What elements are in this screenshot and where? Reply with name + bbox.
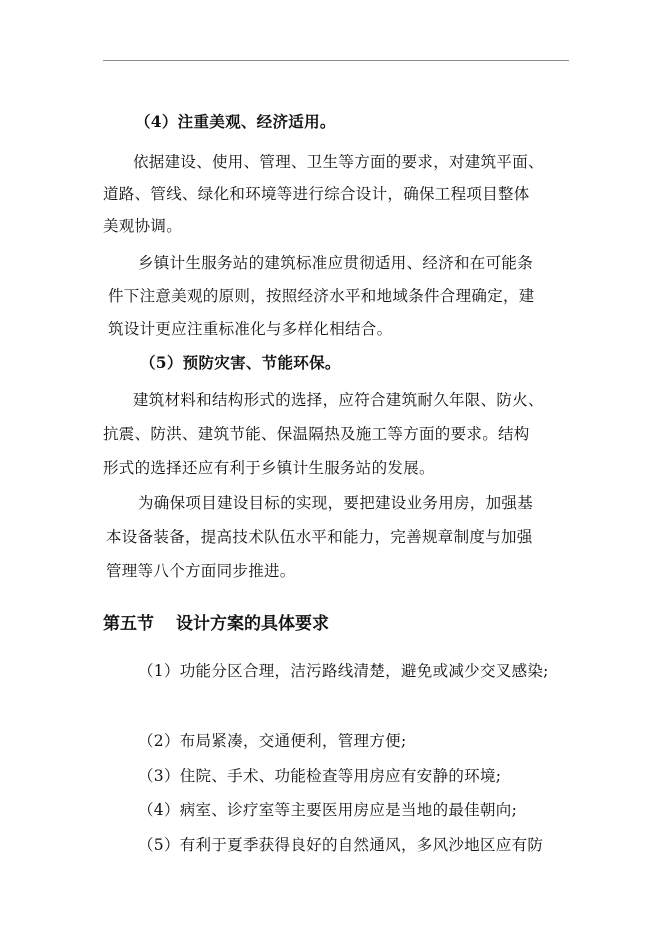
paragraph-line: 形式的选择还应有利于乡镇计生服务站的发展。	[103, 459, 435, 477]
subheading-4: （4）注重美观、经济适用。	[135, 112, 336, 131]
list-item: （3）住院、手术、功能检查等用房应有安静的环境;	[138, 767, 502, 785]
list-item: （5）有利于夏季获得良好的自然通风，多风沙地区应有防	[138, 836, 544, 854]
paragraph-line: 依据建设、使用、管理、卫生等方面的要求，对建筑平面、	[133, 153, 544, 171]
paragraph-line: 乡镇计生服务站的建筑标准应贯彻适用、经济和在可能条	[138, 254, 534, 272]
paragraph-line: 美观协调。	[103, 217, 183, 235]
list-item: （2）布局紧凑，交通便利，管理方便;	[138, 732, 407, 750]
paragraph-line: 筑设计更应注重标准化与多样化相结合。	[108, 320, 393, 338]
header-rule	[103, 60, 569, 61]
paragraph-line: 为确保项目建设目标的实现，要把建设业务用房，加强基	[138, 494, 534, 512]
list-item: （4）病室、诊疗室等主要医用房应是当地的最佳朝向;	[138, 801, 518, 819]
paragraph-line: 管理等八个方面同步推进。	[106, 562, 296, 580]
paragraph-line: 建筑材料和结构形式的选择，应符合建筑耐久年限、防火、	[133, 391, 544, 409]
paragraph-line: 本设备装备，提高技术队伍水平和能力，完善规章制度与加强	[106, 528, 533, 546]
chapter-title: 设计方案的具体要求	[176, 614, 329, 634]
paragraph-line: 件下注意美观的原则，按照经济水平和地域条件合理确定，建	[108, 287, 535, 305]
chapter-heading	[103, 609, 329, 634]
paragraph-line: 道路、管线、绿化和环境等进行综合设计，确保工程项目整体	[103, 185, 530, 203]
list-item: （1）功能分区合理，洁污路线清楚，避免或减少交叉感染;	[138, 662, 549, 680]
chapter-number: 第五节	[103, 614, 154, 634]
paragraph-line: 抗震、防洪、建筑节能、保温隔热及施工等方面的要求。结构	[103, 425, 530, 443]
subheading-5: （5）预防灾害、节能环保。	[140, 353, 341, 372]
